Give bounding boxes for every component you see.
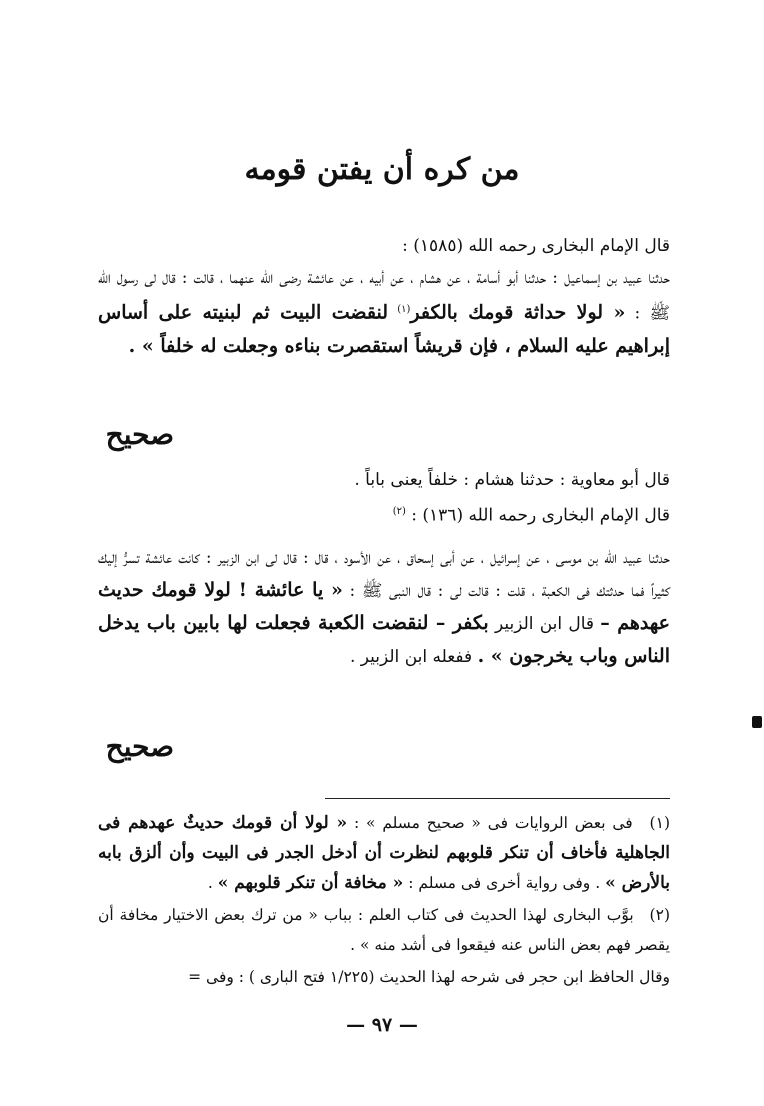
grade-label-2: صحيح — [105, 730, 174, 763]
hadith-1-body — [98, 262, 670, 363]
footnote-divider — [325, 798, 670, 799]
footnote-1-text-a: فى بعض الروايات فى « صحيح مسلم » : — [353, 814, 633, 832]
hadith-2-intro: قال الإمام البخارى رحمه الله (١٣٦) : — [411, 505, 670, 526]
margin-mark — [752, 716, 762, 728]
page-number: — ٩٧ — — [346, 1014, 418, 1036]
footnote-2-text: بوَّب البخارى لهذا الحديث فى كتاب العلم : بباب « من ترك بعض الاختيار مخافة أن يقصر فهم بعض الناس عنه فيقعوا فى أشد منه » . — [98, 906, 670, 954]
hadith-2-interjection: قال ابن الزبير — [494, 613, 595, 634]
chapter-title: من كره أن يفتن قومه — [244, 152, 520, 187]
hadith-2-note: قال أبو معاوية : حدثنا هشام : خلفاً يعنى باباً . — [354, 470, 670, 490]
hadith-1-matn: « لولا حداثة قومك بالكفر — [410, 301, 626, 324]
footnote-2 — [98, 900, 670, 960]
hadith-2-body — [98, 542, 670, 673]
hadith-1 — [98, 230, 670, 363]
hadith-2-matn-continued: بكفر – لنقضت الكعبة فجعلت لها بابين باب يدخل الناس وباب يخرجون » . — [98, 611, 670, 667]
footnote-ref-2[interactable]: (٢) — [392, 506, 406, 517]
hadith-2-tail: ففعله ابن الزبير . — [349, 646, 473, 667]
hadith-1-matn-continued: لنقضت البيت ثم لبنيته على أساس إبراهيم عليه السلام ، فإن قريشاً استقصرت بناءه وجعلت له خلفاً » . — [98, 301, 670, 357]
hadith-2 — [98, 464, 670, 673]
footnote-ref-1[interactable]: (١) — [397, 304, 411, 315]
hadith-1-isnad: حدثنا عبيد بن إسماعيل : حدثنا أبو أسامة ، عن هشام ، عن أبيه ، عن عائشة رضى الله عنهما ، قالت : قال لى رسول الله ﷺ : — [98, 268, 671, 324]
footnote-1-text-b: . وفى رواية أخرى فى مسلم : — [408, 874, 601, 892]
footnote-1-quote-b: « مخافة أن تنكر قلوبهم » — [217, 873, 404, 893]
hadith-2-intro-line — [98, 496, 670, 532]
footnote-1-number: (١) — [649, 814, 670, 832]
hadith-1-intro: قال الإمام البخارى رحمه الله (١٥٨٥) : — [402, 236, 670, 256]
footnote-1-text-c: . — [207, 874, 213, 892]
hadith-2-isnad: حدثنا عبيد الله بن موسى ، عن إسرائيل ، عن أبى إسحاق ، عن الأسود ، قال : قال لى ابن الزبير : كانت عائشة تسرُّ إليك كثيراً فما حدثتك فى الكعبة ، قلت : قالت لى : قال النبى ﷺ : — [98, 547, 670, 601]
footnote-1 — [98, 808, 670, 898]
footnote-2-number: (٢) — [649, 906, 670, 924]
footnote-continuation: وقال الحافظ ابن حجر فى شرحه لهذا الحديث (١/٢٢٥ فتح البارى ) : وفى = — [188, 968, 670, 986]
footnote-1-quote-a: « لولا أن قومك حديثٌ عهدهم فى الجاهلية فأخاف أن تنكر قلوبهم لنظرت أن أدخل الجدر فى البيت وأن ألزق بابه بالأرض » — [98, 813, 670, 893]
hadith-2-matn: « يا عائشة ! لولا قومك حديث عهدهم – — [98, 578, 670, 634]
grade-label-1: صحيح — [105, 418, 174, 451]
